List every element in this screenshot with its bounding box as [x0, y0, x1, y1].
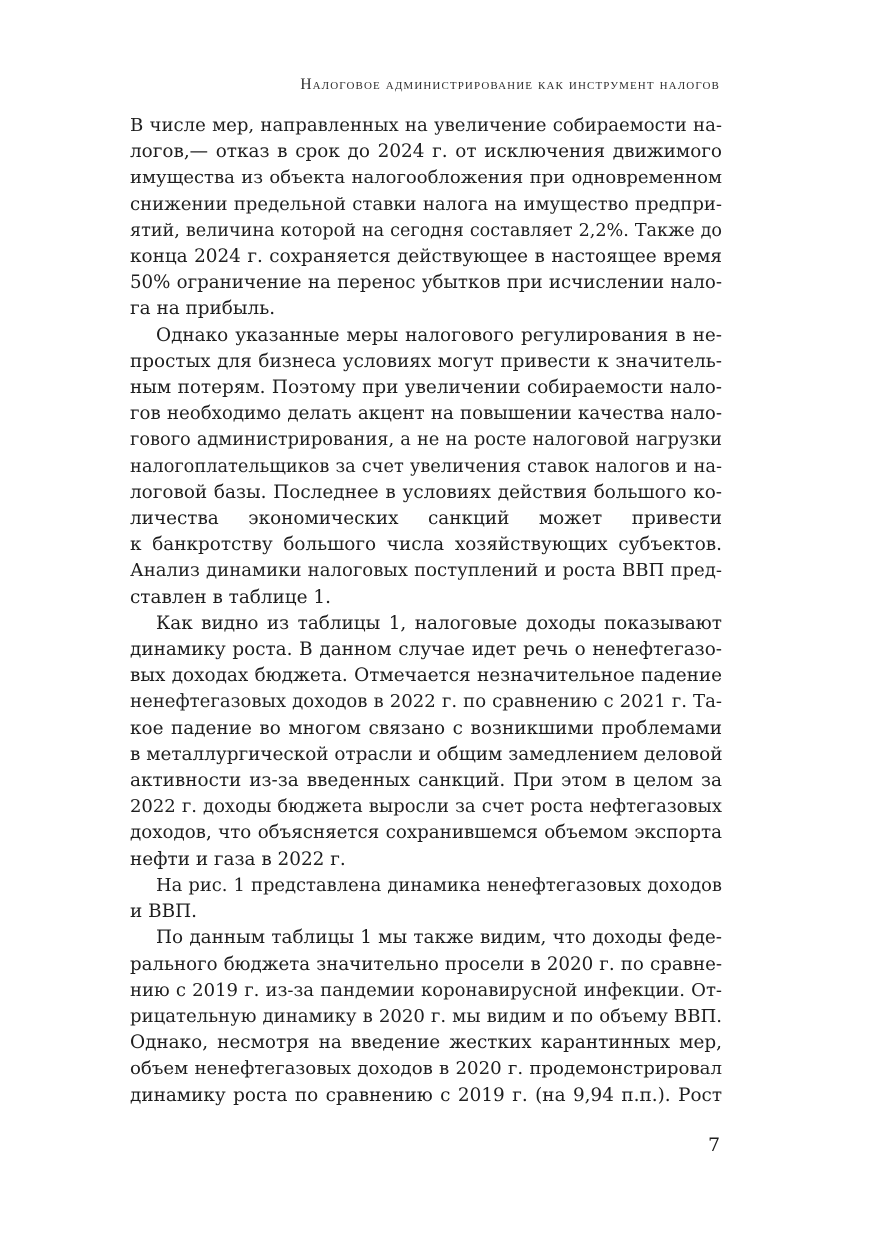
text-line: га на прибыль. — [130, 298, 276, 320]
text-line: имущества из объекта налогообложения при одновременном — [130, 167, 722, 189]
text-line: гов необходимо делать акцент на повышении качества нало- — [130, 403, 722, 425]
text-line: к банкротству большого числа хозяйствующих субъектов. — [130, 534, 722, 556]
paragraph-5 — [130, 925, 722, 1108]
text-line: динамику роста. В данном случае идет речь о ненефтегазо- — [130, 639, 722, 661]
text-line: объем ненефтегазовых доходов в 2020 г. продемонстрировал — [130, 1058, 722, 1080]
text-line: рицательную динамику в 2020 г. мы видим и по объему ВВП. — [130, 1005, 722, 1027]
text-line: 2022 г. доходы бюджета выросли за счет роста нефтегазовых — [130, 796, 722, 818]
text-line: нефти и газа в 2022 г. — [130, 848, 346, 870]
text-line: гового администрирования, а не на росте налоговой нагрузки — [130, 429, 722, 451]
body-text — [130, 113, 722, 1109]
text-line: динамику роста по сравнению с 2019 г. (на 9,94 п.п.). Рост — [130, 1084, 722, 1106]
page-number: 7 — [708, 1134, 721, 1156]
paragraph-2 — [130, 323, 722, 611]
text-line: конца 2024 г. сохраняется действующее в настоящее время — [130, 246, 722, 268]
text-line: личества экономических санкций может привести — [130, 508, 722, 530]
paragraph-3 — [130, 611, 722, 873]
text-line: ным потерям. Поэтому при увеличении собираемости нало- — [130, 377, 722, 399]
text-line: активности из-за введенных санкций. При этом в целом за — [130, 770, 722, 792]
text-line: вых доходах бюджета. Отмечается незначительное падение — [130, 665, 722, 687]
paragraph-1 — [130, 113, 722, 323]
text-line: В числе мер, направленных на увеличение собираемости на- — [130, 115, 722, 136]
text-line: кое падение во многом связано с возникшими проблемами — [130, 717, 722, 739]
text-line: 50% ограничение на перенос убытков при исчислении нало- — [130, 272, 722, 294]
text-line: снижении предельной ставки налога на имущество предпри- — [130, 193, 722, 215]
text-line: логов,— отказ в срок до 2024 г. от исключения движимого — [130, 141, 722, 163]
text-line: ставлен в таблице 1. — [130, 586, 331, 608]
text-line: доходов, что объясняется сохранившемся объемом экспорта — [130, 822, 722, 844]
text-line: По данным таблицы 1 мы также видим, что доходы феде- — [156, 927, 722, 949]
text-line: ненефтегазовых доходов в 2022 г. по сравнению с 2021 г. Та- — [130, 691, 722, 713]
text-line: в металлургической отрасли и общим замедлением деловой — [130, 743, 723, 765]
running-head: Налоговое администрирование как инструмент налогов — [300, 76, 720, 93]
text-line: Как видно из таблицы 1, налоговые доходы показывают — [156, 612, 722, 634]
text-line: логовой базы. Последнее в условиях действия большого ко- — [130, 481, 722, 503]
text-line: Однако, несмотря на введение жестких карантинных мер, — [130, 1032, 722, 1054]
text-line: ятий, величина которой на сегодня составляет 2,2%. Также до — [130, 220, 722, 241]
text-line: и ВВП. — [130, 901, 198, 923]
text-line: простых для бизнеса условиях могут привести к значитель- — [130, 350, 722, 372]
text-line: Анализ динамики налоговых поступлений и роста ВВП пред- — [130, 560, 722, 582]
text-line: На рис. 1 представлена динамика ненефтегазовых доходов — [156, 874, 722, 896]
paragraph-4 — [130, 873, 722, 925]
text-line: рального бюджета значительно просели в 2020 г. по сравне- — [130, 953, 722, 975]
text-line: нию с 2019 г. из-за пандемии коронавирусной инфекции. От- — [130, 979, 722, 1001]
text-line: Однако указанные меры налогового регулирования в не- — [156, 324, 722, 346]
text-line: налогоплательщиков за счет увеличения ставок налогов и на- — [130, 456, 722, 477]
